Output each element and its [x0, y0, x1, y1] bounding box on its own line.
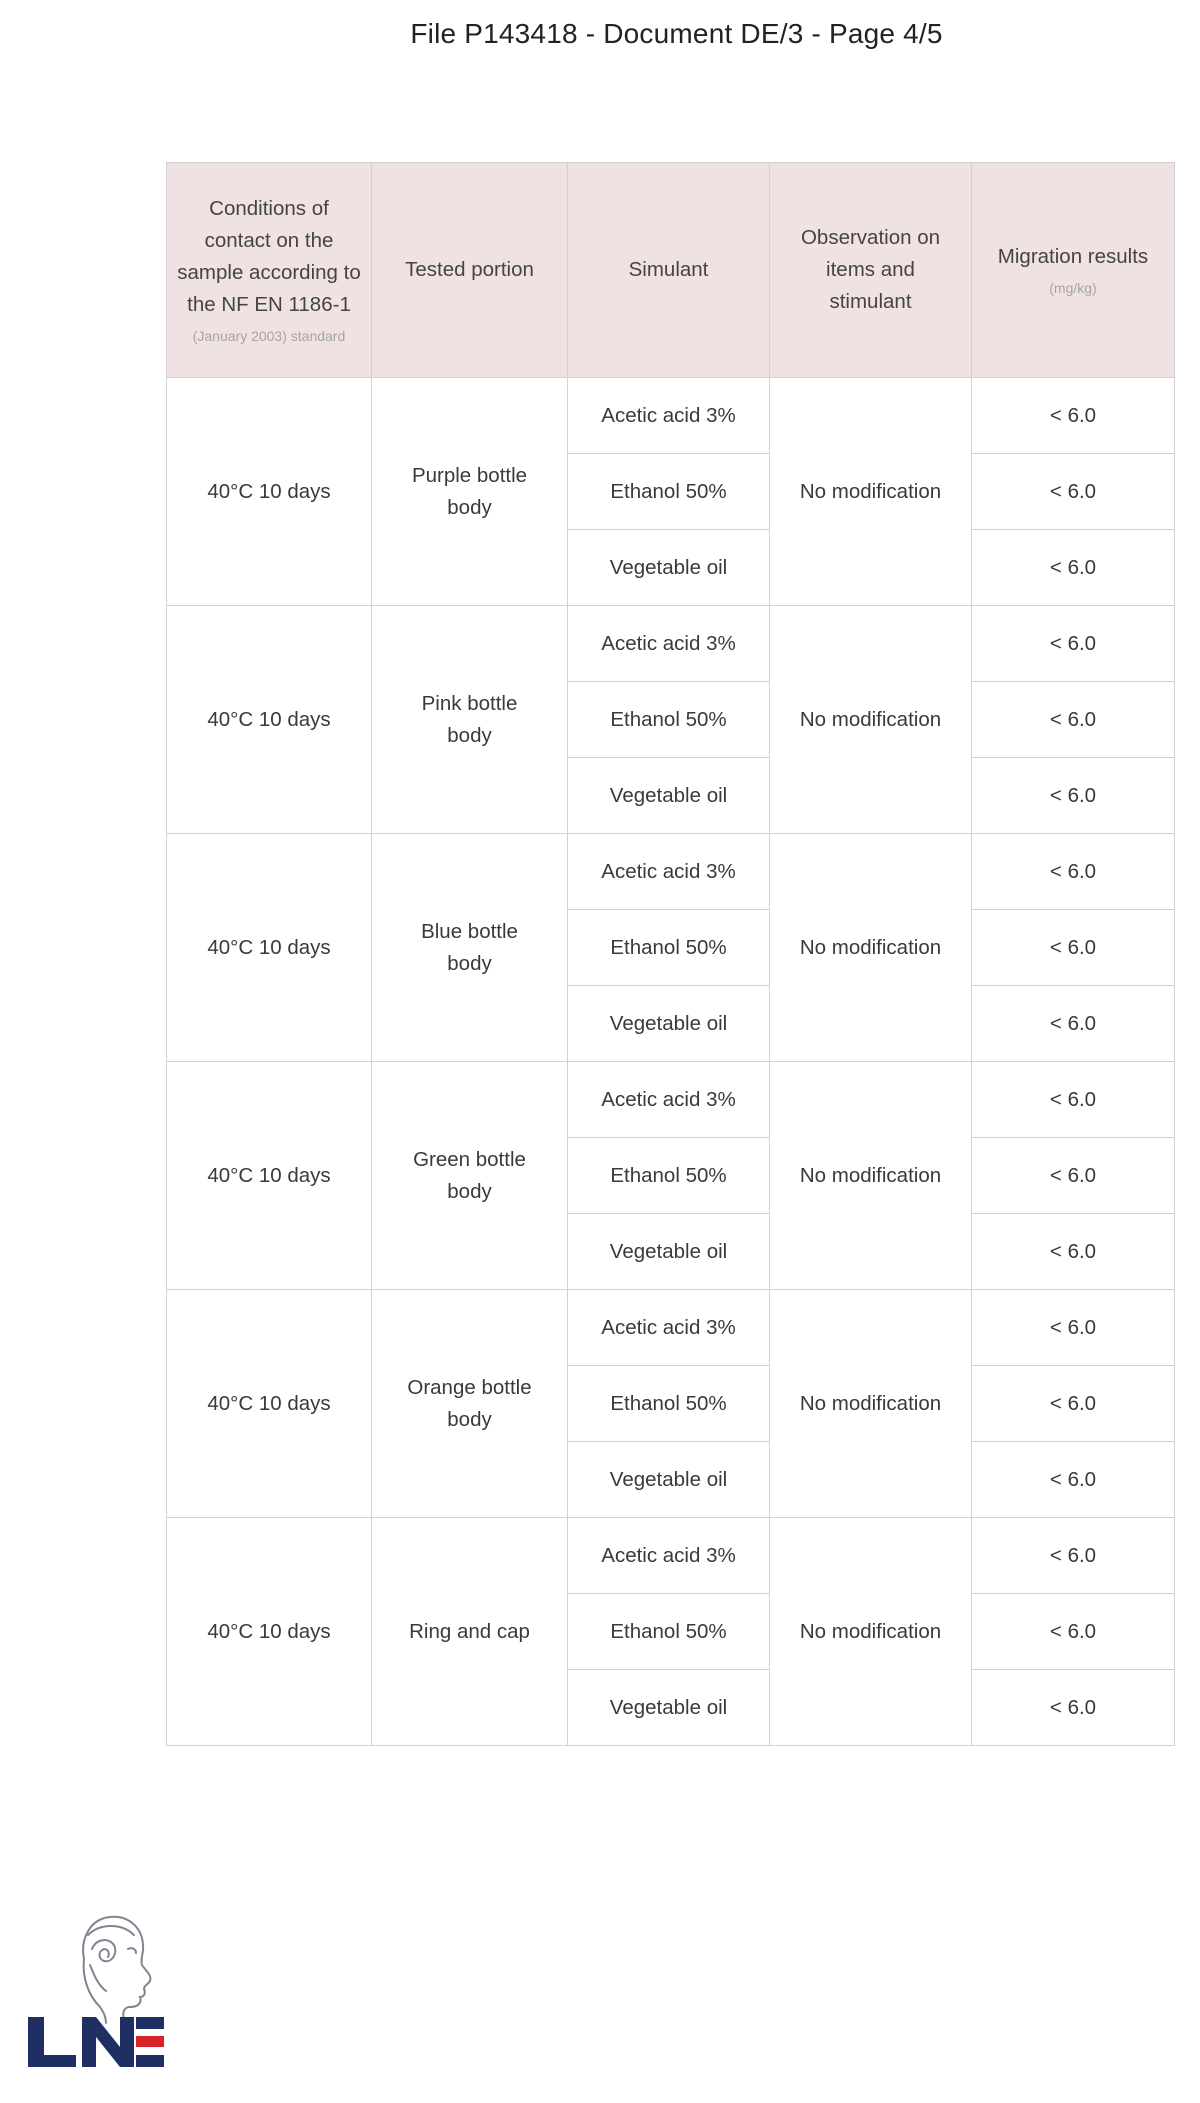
simulant-cell: Acetic acid 3%	[568, 1290, 770, 1366]
migration-result-cell: < 6.0	[972, 1290, 1175, 1366]
migration-result-cell: < 6.0	[972, 1670, 1175, 1746]
col-migration	[972, 163, 1175, 378]
col-migration-label: Migration results	[997, 245, 1149, 268]
simulant-cell: Acetic acid 3%	[568, 834, 770, 910]
simulant-cell: Acetic acid 3%	[568, 1518, 770, 1594]
simulant-cell: Ethanol 50%	[568, 910, 770, 986]
simulant-cell: Acetic acid 3%	[568, 1062, 770, 1138]
migration-result-cell: < 6.0	[972, 758, 1175, 834]
migration-result-cell: < 6.0	[972, 910, 1175, 986]
simulant-cell: Ethanol 50%	[568, 1366, 770, 1442]
table-row	[167, 834, 1175, 910]
migration-result-cell: < 6.0	[972, 1366, 1175, 1442]
condition-cell: 40°C 10 days	[167, 606, 372, 834]
table-row	[167, 1062, 1175, 1138]
migration-result-cell: < 6.0	[972, 530, 1175, 606]
table-row	[167, 1290, 1175, 1366]
table-row	[167, 606, 1175, 682]
simulant-cell: Vegetable oil	[568, 1214, 770, 1290]
migration-result-cell: < 6.0	[972, 1138, 1175, 1214]
simulant-cell: Ethanol 50%	[568, 1594, 770, 1670]
tested-portion-cell: Purple bottle body	[372, 378, 568, 606]
migration-result-cell: < 6.0	[972, 986, 1175, 1062]
col-tested-portion: Tested portion	[372, 163, 568, 378]
observation-cell: No modification	[770, 1518, 972, 1746]
migration-result-cell: < 6.0	[972, 1594, 1175, 1670]
tested-portion-cell: Green bottle body	[372, 1062, 568, 1290]
table-row	[167, 378, 1175, 454]
simulant-cell: Ethanol 50%	[568, 454, 770, 530]
lne-logo	[24, 1905, 166, 2080]
migration-result-cell: < 6.0	[972, 1442, 1175, 1518]
lne-letters	[28, 2017, 164, 2067]
page-header: File P143418 - Document DE/3 - Page 4/5	[410, 18, 943, 49]
table-body	[167, 378, 1175, 1746]
col-simulant: Simulant	[568, 163, 770, 378]
observation-cell: No modification	[770, 1290, 972, 1518]
migration-result-cell: < 6.0	[972, 1518, 1175, 1594]
tested-portion-cell: Orange bottle body	[372, 1290, 568, 1518]
migration-results-table	[166, 162, 1175, 1746]
table-row	[167, 1518, 1175, 1594]
simulant-cell: Acetic acid 3%	[568, 606, 770, 682]
simulant-cell: Vegetable oil	[568, 530, 770, 606]
condition-cell: 40°C 10 days	[167, 1290, 372, 1518]
condition-cell: 40°C 10 days	[167, 834, 372, 1062]
migration-result-cell: < 6.0	[972, 682, 1175, 758]
simulant-cell: Vegetable oil	[568, 758, 770, 834]
observation-cell: No modification	[770, 834, 972, 1062]
simulant-cell: Ethanol 50%	[568, 682, 770, 758]
simulant-cell: Vegetable oil	[568, 1670, 770, 1746]
col-migration-unit: (mg/kg)	[1049, 280, 1097, 296]
observation-cell: No modification	[770, 606, 972, 834]
observation-cell: No modification	[770, 378, 972, 606]
table-header	[167, 163, 1175, 378]
col-conditions-label: Conditions of contact on the sample according to the NF EN 1186-1	[177, 197, 361, 316]
observation-cell: No modification	[770, 1062, 972, 1290]
condition-cell: 40°C 10 days	[167, 1062, 372, 1290]
migration-result-cell: < 6.0	[972, 606, 1175, 682]
migration-result-cell: < 6.0	[972, 834, 1175, 910]
col-observation	[770, 163, 972, 378]
simulant-cell: Vegetable oil	[568, 986, 770, 1062]
condition-cell: 40°C 10 days	[167, 378, 372, 606]
simulant-cell: Vegetable oil	[568, 1442, 770, 1518]
condition-cell: 40°C 10 days	[167, 1518, 372, 1746]
col-conditions	[167, 163, 372, 378]
col-observation-label: Observation on items and stimulant	[800, 226, 941, 313]
tested-portion-cell: Pink bottle body	[372, 606, 568, 834]
migration-result-cell: < 6.0	[972, 1214, 1175, 1290]
simulant-cell: Acetic acid 3%	[568, 378, 770, 454]
migration-result-cell: < 6.0	[972, 378, 1175, 454]
marianne-head-icon	[83, 1917, 150, 2023]
col-conditions-note: (January 2003) standard	[192, 328, 346, 344]
migration-result-cell: < 6.0	[972, 1062, 1175, 1138]
simulant-cell: Ethanol 50%	[568, 1138, 770, 1214]
migration-result-cell: < 6.0	[972, 454, 1175, 530]
tested-portion-cell: Ring and cap	[372, 1518, 568, 1746]
tested-portion-cell: Blue bottle body	[372, 834, 568, 1062]
